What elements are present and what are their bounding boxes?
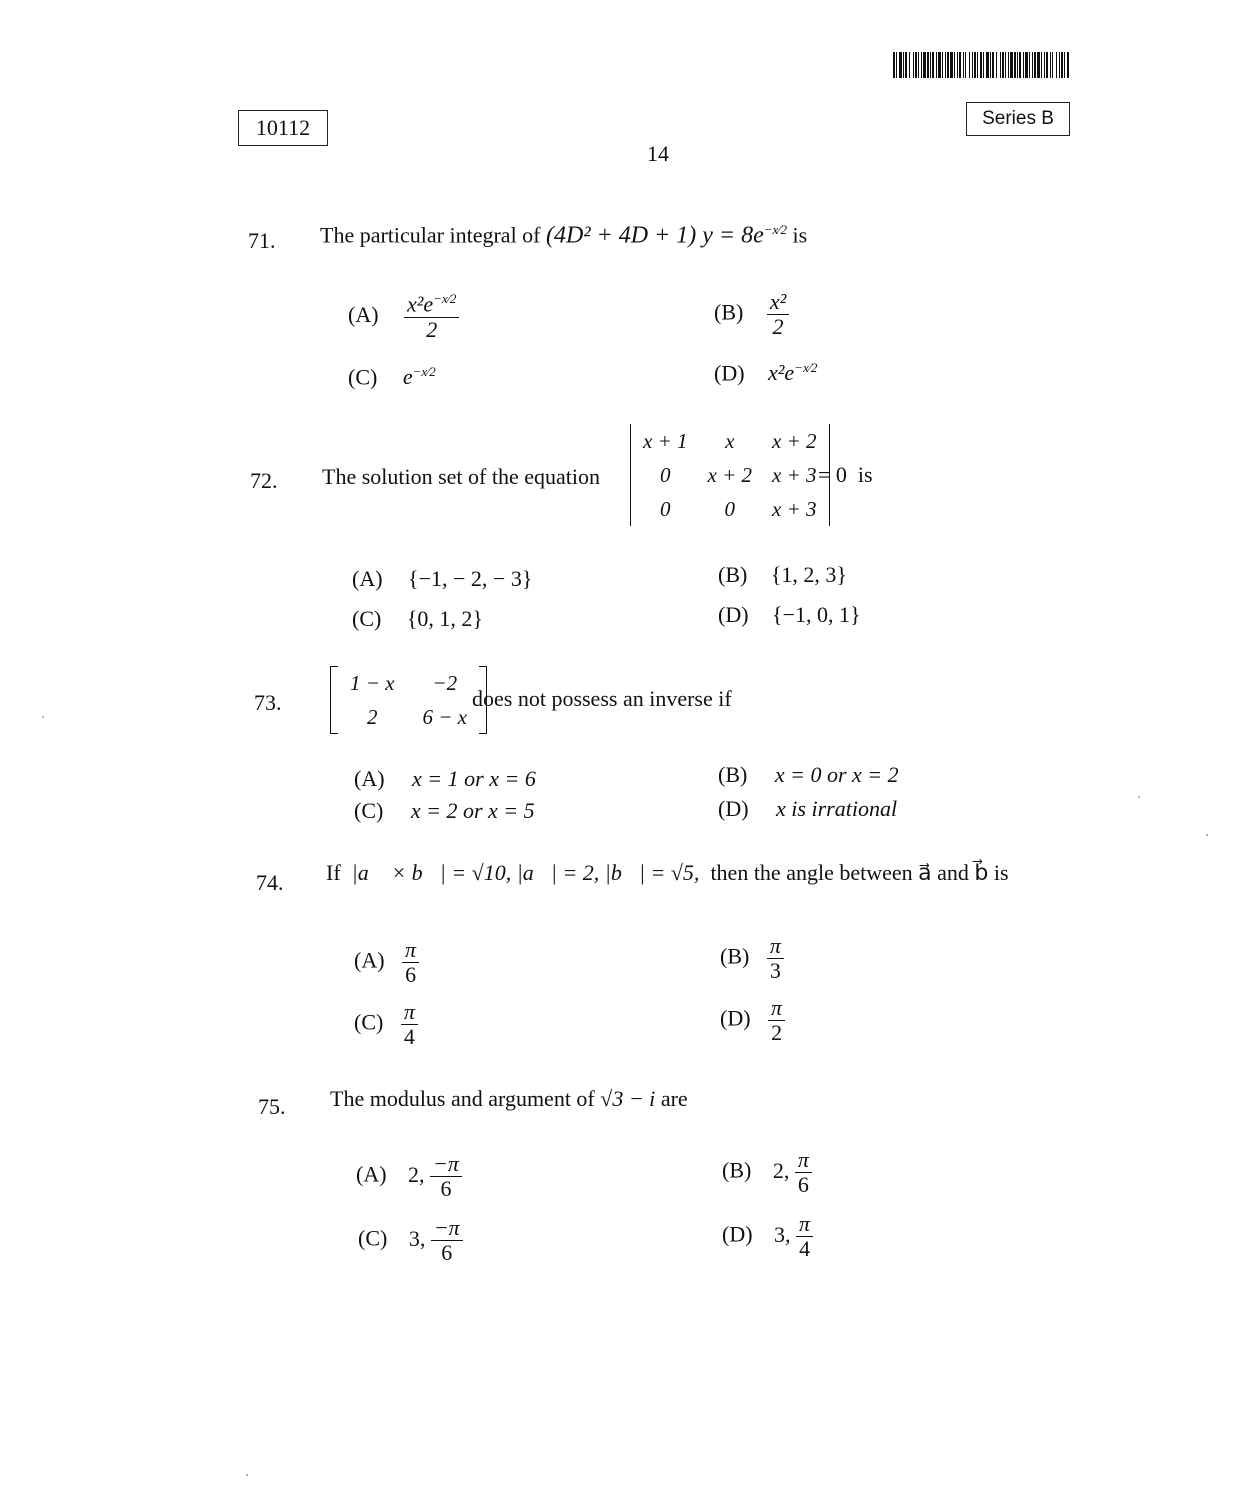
paper-code: 10112 [238,110,328,146]
option: (D) $\frac{\pi}{2}$ [720,996,785,1045]
option: (C) 3, $\frac{-\pi}{6}$ [358,1216,463,1265]
scan-speck [1138,796,1140,798]
question-number: 71. [248,228,276,253]
determinant: x + 1 x x + 2 0 x + 2 x + 3 0 0 x + 3 [630,424,830,531]
vector-condition: |a⃗ × b⃗| = √10, |a⃗| = 2, |b⃗| = √5, [351,860,700,885]
option: (B) x = 0 or x = 2 [718,762,899,787]
option: (A) x = 1 or x = 6 [354,766,536,791]
option: (A) {−1, − 2, − 3} [352,566,533,591]
option: (D) $x^2e^{-x⁄2}$ [714,360,818,386]
option: (A) $\frac{x^2e^{-x⁄2}}{2}$ [348,292,459,342]
question-number: 72. [250,468,278,493]
series-label: Series B [966,102,1070,136]
option: (D) 3, $\frac{\pi}{4}$ [722,1212,813,1261]
scan-speck [246,1474,248,1476]
option: (B) $\frac{\pi}{3}$ [720,934,784,983]
option: (C) {0, 1, 2} [352,606,483,631]
option: (B) {1, 2, 3} [718,562,847,587]
option: (C) $\frac{\pi}{4}$ [354,1000,418,1049]
scan-speck [42,716,44,718]
scan-speck [1206,834,1208,836]
question-text: The modulus and argument of √3 − i are [330,1086,688,1111]
option: (C) x = 2 or x = 5 [354,798,535,823]
option: (B) 2, $\frac{\pi}{6}$ [722,1148,812,1197]
option: (D) x is irrational [718,796,898,821]
question-number: 74. [256,870,284,895]
barcode [893,52,1069,78]
question-text: The particular integral of (4D² + 4D + 1) $y = 8e^{-x⁄2}$ is [320,222,808,249]
page-number: 14 [647,141,669,166]
question-text: does not possess an inverse if [472,686,732,711]
equation: (4D² + 4D + 1) y = 8e [546,222,764,249]
option: (C) $e^{-x⁄2}$ [348,364,436,390]
matrix: 1 − x −2 2 6 − x [330,666,487,739]
option: (A) $\frac{\pi}{6}$ [354,938,419,987]
option: (D) {−1, 0, 1} [718,602,861,627]
option: (B) $\frac{\text{x²}}{2}$ [714,290,789,339]
question-number: 73. [254,690,282,715]
question-number: 75. [258,1094,286,1119]
option: (A) 2, $\frac{-\pi}{6}$ [356,1152,462,1201]
complex-expression: √3 − i [600,1086,656,1111]
question-text: If |a⃗ × b⃗| = √10, |a⃗| = 2, |b⃗| = √5, then the angle between a⃗ and b⃗ is [326,860,1009,885]
equation-tail: = 0 is [818,462,873,487]
question-text: The solution set of the equation [322,464,600,489]
